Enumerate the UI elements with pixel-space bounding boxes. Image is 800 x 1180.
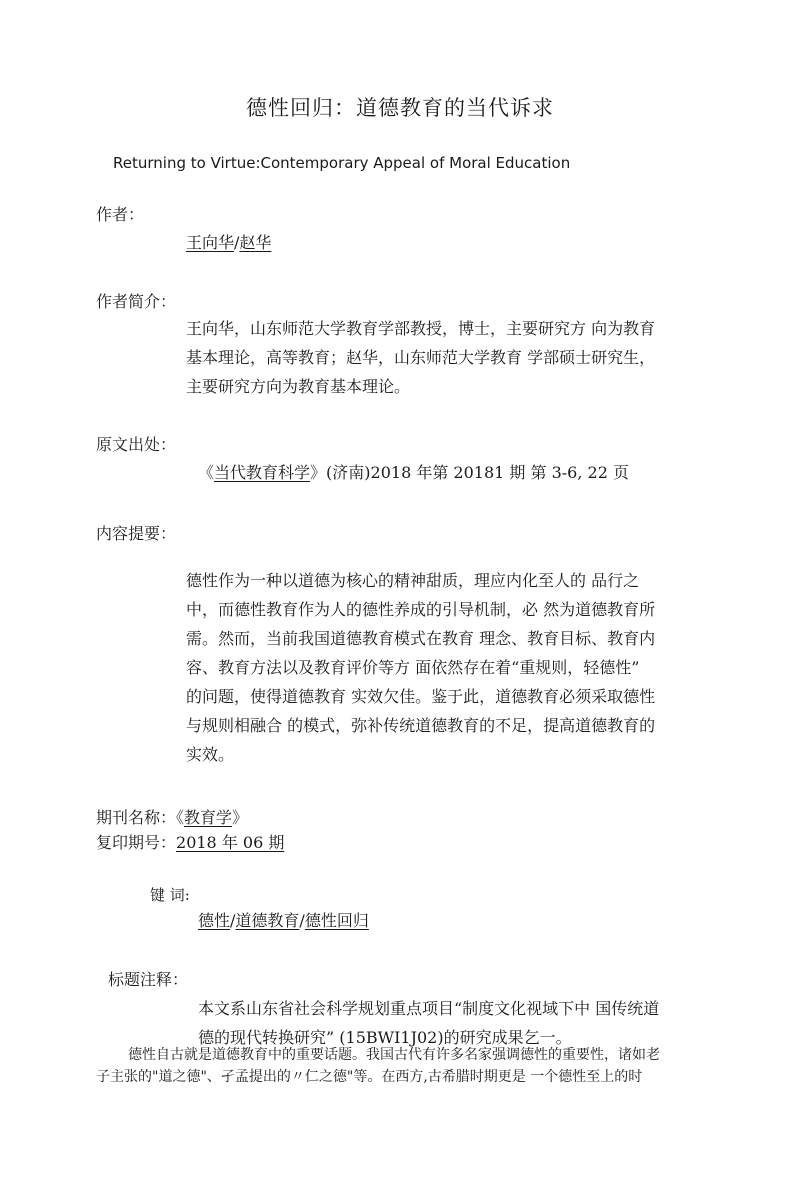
abstract-line: 需。然而，当前我国道德教育模式在教育 理念、教育目标、教育内 — [186, 629, 656, 648]
keywords-label: 键 词: — [150, 886, 190, 904]
authors-label: 作者： — [96, 205, 145, 224]
abstract-line: 实效。 — [186, 745, 235, 764]
abstract-line: 的问题，使得道德教育 实效欠佳。鉴于此，道德教育必须采取德性 — [186, 687, 656, 706]
reprint-issue-row — [96, 830, 284, 853]
source-bracket-open: 《 — [198, 463, 215, 482]
author-link-1[interactable]: 王向华 — [186, 233, 235, 252]
author-intro-text — [186, 314, 716, 401]
title-note-label: 标题注释： — [108, 970, 189, 989]
abstract-line: 中，而德性教育作为人的德性养成的引导机制，必 然为道德教育所 — [186, 600, 656, 619]
body-line: 子主张的"道之德"、孑孟提出的〃仁之德"等。在西方,古希腊时期更是 一个德性至上的时 — [96, 1069, 643, 1085]
source-journal-link[interactable]: 当代教育科学 — [214, 463, 311, 482]
author-link-2[interactable]: 赵华 — [239, 233, 272, 252]
journal-name-label: 期刊名称： — [96, 808, 177, 827]
abstract-text — [186, 566, 716, 769]
author-intro-line: 基本理论，高等教育；赵华，山东师范大学教育 学部硕士研究生， — [186, 348, 656, 367]
title-note-line: 德的现代转换研究” (15BWI1J02)的研究成果乞一。 — [198, 1028, 572, 1047]
reprint-issue-link[interactable]: 2018 年 06 期 — [176, 833, 285, 852]
source-bracket-close: 》 — [310, 463, 327, 482]
author-intro-line: 王向华，山东师范大学教育学部教授，博士，主要研究方 向为教育 — [186, 319, 656, 338]
keyword-separator: / — [299, 911, 305, 930]
keyword-link-3[interactable]: 德性回归 — [304, 911, 369, 930]
abstract-line: 与规则相融合 的模式，弥补传统道德教育的不足，提高道德教育的 — [186, 716, 656, 735]
keyword-link-2[interactable]: 道德教育 — [235, 911, 300, 930]
english-title: Returning to Virtue:Contemporary Appeal of Moral Education — [113, 154, 571, 172]
journal-name-link[interactable]: 教育学 — [184, 808, 233, 827]
source-label: 原文出处： — [96, 435, 177, 454]
journal-bracket-open: 《 — [176, 808, 185, 827]
body-line: 德性自古就是道德教育中的重要话题。我国古代有许多名家强调德性的重要性，诸如老 — [128, 1047, 660, 1063]
source-value — [198, 460, 629, 483]
keyword-separator: / — [230, 911, 236, 930]
abstract-line: 容、教育方法以及教育评价等方 面依然存在着“重规则，轻德性” — [186, 658, 640, 677]
journal-bracket-close: 》 — [232, 808, 249, 827]
author-intro-label: 作者简介： — [96, 292, 177, 311]
keywords-value — [198, 908, 369, 931]
reprint-issue-label: 复印期号： — [96, 833, 177, 852]
source-details: (济南)2018 年第 20181 期 第 3-6, 22 页 — [326, 463, 629, 482]
body-paragraph — [96, 1044, 716, 1088]
title-note-line: 本文系山东省社会科学规划重点项目“制度文化视域下中 国传统道 — [198, 999, 660, 1018]
authors-value — [186, 230, 271, 253]
author-intro-line: 主要研究方向为教育基本理论。 — [186, 377, 411, 396]
document-title: 德性回归：道德教育的当代诉求 — [246, 96, 554, 120]
authors-separator: / — [234, 233, 240, 252]
keyword-link-1[interactable]: 德性 — [198, 911, 231, 930]
abstract-line: 德性作为一种以道德为核心的精神甜质，理应内化至人的 品行之 — [186, 571, 640, 590]
abstract-label: 内容提要： — [96, 524, 177, 543]
journal-name-row — [96, 805, 248, 828]
